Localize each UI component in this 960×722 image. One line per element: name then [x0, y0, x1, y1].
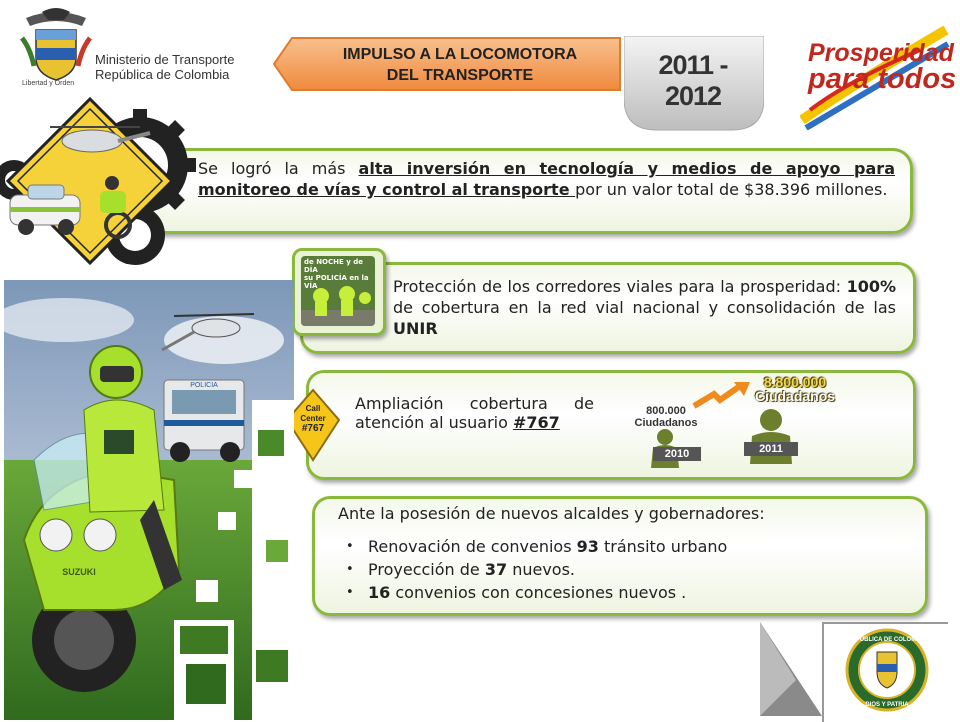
motorcycles-icon	[301, 280, 375, 326]
call-center-number: #767	[512, 413, 560, 432]
call-center-sign-text	[293, 404, 333, 434]
list-item	[338, 535, 918, 558]
badge-line2: su POLICÍA en la	[304, 274, 369, 282]
call-center-line2: Center	[300, 414, 326, 423]
item-number: 93	[576, 537, 599, 556]
corridors-text	[393, 276, 896, 339]
banner-line1: IMPULSO A LA LOCOMOTORA	[342, 46, 578, 63]
stat-2010-value: 800.000	[646, 405, 686, 417]
item-text: tránsito urbano	[598, 537, 728, 556]
stat-2010-year: 2010	[653, 447, 701, 461]
call-center-desc: Ampliación cobertura de atención al usuario	[355, 394, 594, 432]
investment-highlight: alta inversión en tecnología y medios de apoyo para monitoreo de vías y control al transporte	[198, 159, 895, 199]
agreements-heading: Ante la posesión de nuevos alcaldes y gobernadores:	[338, 504, 765, 523]
investment-text	[198, 158, 895, 200]
stat-2011-year: 2011	[744, 442, 798, 456]
pixel-block	[258, 430, 284, 456]
coat-of-arms-icon	[16, 8, 96, 88]
pixel-block	[266, 540, 288, 562]
pixel-block	[196, 580, 218, 602]
pixel-block	[218, 512, 236, 530]
person-large-icon	[742, 408, 800, 466]
police-motorcycle-illustration	[4, 280, 294, 720]
stat-2011-unit: Ciudadanos	[754, 388, 836, 404]
agreements-content	[338, 503, 918, 604]
slogan-line2: para todos	[808, 63, 957, 95]
seal-ring-text: REPUBLICA DE COLOMBIA	[847, 637, 927, 643]
corner-fold-decoration	[756, 620, 826, 720]
agreements-list	[338, 535, 918, 604]
list-item	[338, 558, 918, 581]
item-text: convenios con concesiones nuevos .	[390, 583, 687, 602]
slogan-line1: Prosperidad	[808, 39, 954, 67]
ministry-motto: Libertad y Orden	[22, 80, 75, 87]
seal-motto: DIOS Y PATRIA	[865, 702, 909, 708]
ministry-line1: Ministerio de Transporte	[95, 52, 235, 67]
police-seal-icon	[845, 628, 929, 712]
item-number: 37	[484, 560, 508, 579]
stat-2011-value: 8.800.000	[763, 374, 827, 390]
ministry-name	[95, 52, 234, 82]
list-item	[338, 581, 918, 604]
traffic-sign-illustration	[0, 95, 200, 275]
title-banner-text	[300, 44, 620, 86]
police-campaign-badge	[292, 248, 386, 336]
item-number: 16	[368, 583, 391, 602]
call-center-line3: #767	[301, 423, 325, 434]
corridors-text-b: de cobertura en la red vial nacional y consolidación de las	[393, 298, 896, 317]
stat-2010-unit: Ciudadanos	[634, 417, 698, 429]
slogan	[808, 39, 957, 95]
item-text: Proyección de	[368, 560, 485, 579]
item-text: nuevos.	[507, 560, 575, 579]
ministry-line2: República de Colombia	[95, 67, 230, 82]
police-photo	[4, 280, 294, 720]
pixel-block	[180, 626, 228, 654]
item-text: Renovación de convenios	[368, 537, 577, 556]
unir-label: UNIR	[393, 319, 438, 338]
badge-line1: de NOCHE y de DÍA	[304, 258, 363, 274]
coverage-percent: 100%	[846, 277, 896, 296]
banner-line2: DEL TRANSPORTE	[386, 67, 534, 84]
investment-intro: Se logró la más	[198, 159, 359, 178]
badge-line3: VÍA	[304, 282, 318, 290]
bike-label: SUZUKI	[62, 567, 96, 577]
corridors-text-a: Protección de los corredores viales para la prosperidad:	[393, 277, 847, 296]
pixel-block	[234, 470, 252, 488]
investment-tail: por un valor total de $38.396 millones.	[575, 180, 888, 199]
year-range: 2011 - 2012	[658, 50, 728, 111]
pixel-block	[256, 650, 288, 682]
call-center-text	[355, 394, 594, 432]
call-center-line1: Call	[305, 404, 321, 413]
pixel-block	[186, 664, 226, 704]
truck-label: POLICIA	[190, 382, 218, 389]
stat-2011-label	[740, 375, 850, 403]
